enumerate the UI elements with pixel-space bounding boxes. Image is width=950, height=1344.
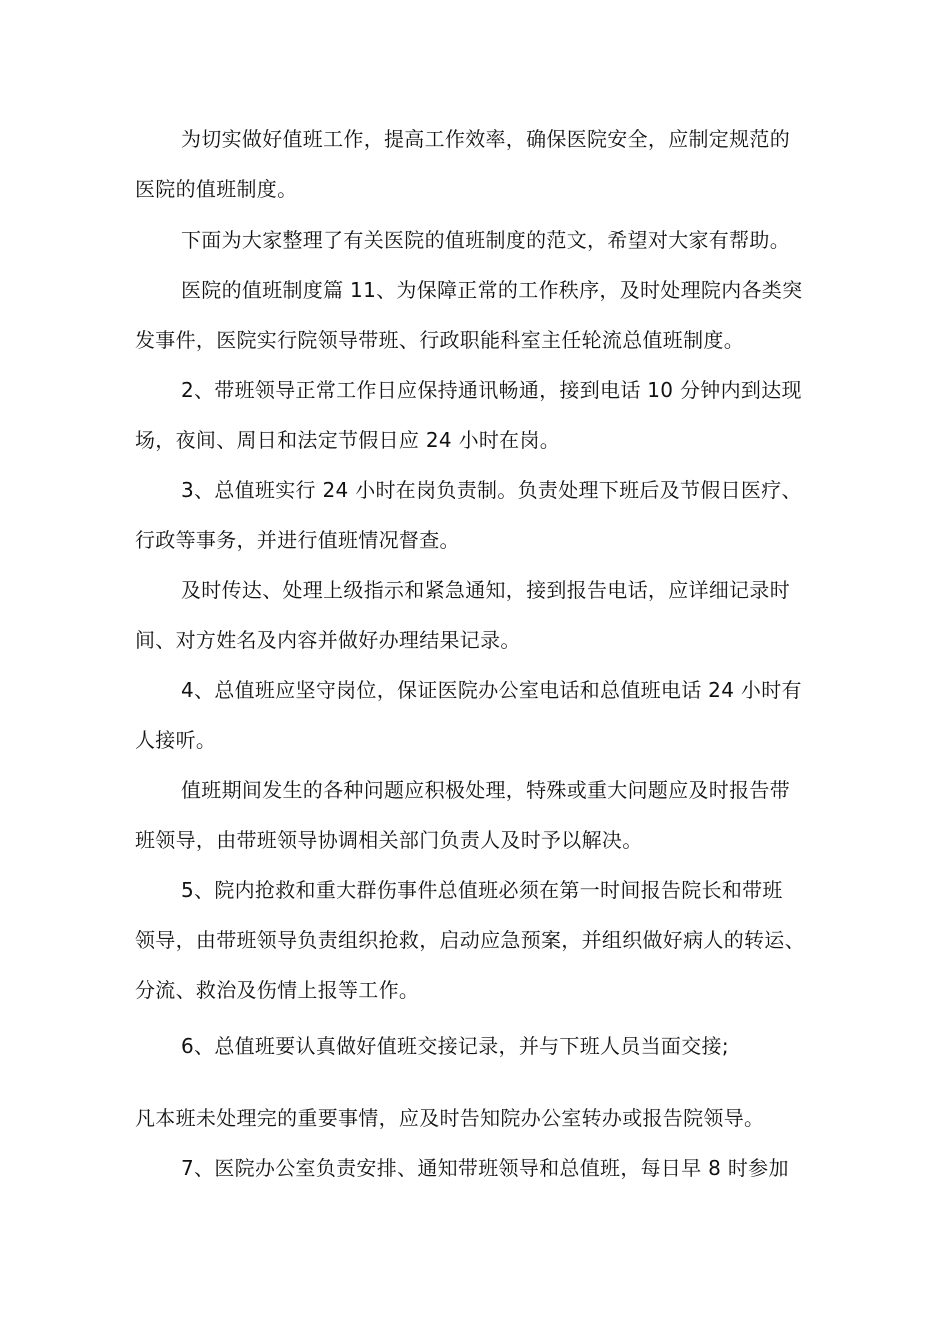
text-line: 医院的值班制度篇 11、为保障正常的工作秩序，及时处理院内各类突 [181, 278, 803, 302]
text-line: 领导，由带班领导负责组织抢救，启动应急预案，并组织做好病人的转运、 [135, 928, 805, 952]
text-line: 行政等事务，并进行值班情况督查。 [135, 528, 460, 552]
text-line: 班领导，由带班领导协调相关部门负责人及时予以解决。 [135, 828, 643, 852]
text-line: 人接听。 [135, 728, 217, 752]
text-line: 2、带班领导正常工作日应保持通讯畅通，接到电话 10 分钟内到达现 [181, 378, 802, 402]
text-line: 4、总值班应坚守岗位，保证医院办公室电话和总值班电话 24 小时有 [181, 678, 802, 702]
text-line: 为切实做好值班工作，提高工作效率，确保医院安全，应制定规范的 [181, 127, 790, 151]
text-line: 间、对方姓名及内容并做好办理结果记录。 [135, 628, 521, 652]
text-line: 发事件，医院实行院领导带班、行政职能科室主任轮流总值班制度。 [135, 328, 744, 352]
text-line: 3、总值班实行 24 小时在岗负责制。负责处理下班后及节假日医疗、 [181, 478, 802, 502]
text-line: 医院的值班制度。 [135, 177, 298, 201]
text-line: 6、总值班要认真做好值班交接记录，并与下班人员当面交接; [181, 1034, 729, 1058]
text-line: 凡本班未处理完的重要事情，应及时告知院办公室转办或报告院领导。 [135, 1106, 765, 1130]
text-line: 场，夜间、周日和法定节假日应 24 小时在岗。 [135, 428, 561, 452]
text-line: 分流、救治及伤情上报等工作。 [135, 978, 420, 1002]
text-line: 及时传达、处理上级指示和紧急通知，接到报告电话，应详细记录时 [181, 578, 790, 602]
text-line: 下面为大家整理了有关医院的值班制度的范文，希望对大家有帮助。 [181, 228, 790, 252]
text-line: 7、医院办公室负责安排、通知带班领导和总值班，每日早 8 时参加 [181, 1156, 789, 1180]
text-line: 5、院内抢救和重大群伤事件总值班必须在第一时间报告院长和带班 [181, 878, 783, 902]
text-line: 值班期间发生的各种问题应积极处理，特殊或重大问题应及时报告带 [181, 778, 790, 802]
